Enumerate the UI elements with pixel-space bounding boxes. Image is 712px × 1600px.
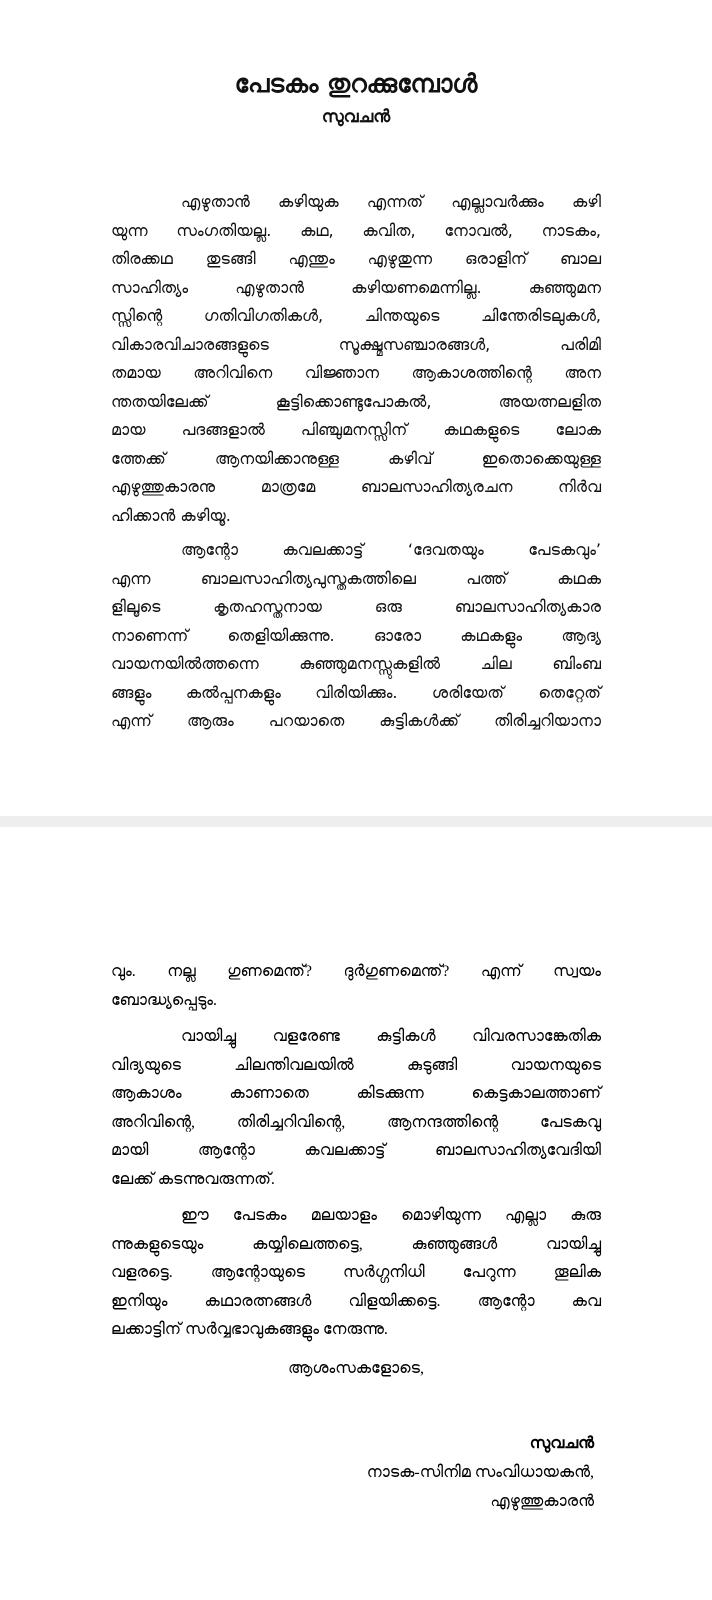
text-line: തിരക്കഥ തുടങ്ങി എന്തും എഴുതുന്ന ഒരാളിന് ബാല bbox=[111, 249, 601, 268]
text-line: ലേക്ക് കടന്നുവരുന്നത്. bbox=[111, 1170, 275, 1188]
page-separator bbox=[0, 816, 712, 827]
text-line: മായി ആന്റോ കവലക്കാട്ട് ബാലസാഹിത്യവേദിയി bbox=[111, 1142, 601, 1159]
text-line: ഇനിയും കഥാരത്നങ്ങൾ വിളയിക്കട്ടെ. ആന്റോ കവ bbox=[111, 1292, 601, 1310]
page-title: പേടകം തുറക്കുമ്പോൾ bbox=[234, 69, 478, 98]
text-line: യുന്ന സംഗതിയല്ല. കഥ, കവിത, നോവൽ, നാടകം, bbox=[111, 220, 601, 240]
text-line: സാഹിത്യം എഴുതാൻ കഴിയണമെന്നില്ല. കുഞ്ഞുമന bbox=[111, 277, 601, 297]
text-line: മായ പദങ്ങളാൽ പിഞ്ചുമനസ്സിന് കഥകളുടെ ലോക bbox=[111, 420, 601, 439]
signature-role: നാടക-സിനിമ സംവിധായകൻ, bbox=[366, 1464, 594, 1481]
closing-greeting: ആശംസകളോടെ, bbox=[288, 1360, 424, 1377]
text-line: എന്ന് ആരും പറയാതെ കുട്ടികൾക്ക് തിരിച്ചറിയാനാ bbox=[111, 711, 601, 730]
text-line: വിദ്യയുടെ ചിലന്തിവലയിൽ കുടുങ്ങി വായനയുടെ bbox=[111, 1056, 601, 1074]
text-line: വും. നല്ല ഗുണമെന്ത്? ദുർഗുണമെന്ത്? എന്ന് സ്വയം bbox=[111, 963, 601, 980]
signature-name: സുവചൻ bbox=[529, 1435, 594, 1452]
text-line: ലക്കാട്ടിന് സർവ്വഭാവുകങ്ങളും നേരുന്നു. bbox=[111, 1321, 388, 1338]
text-line: എന്ന ബാലസാഹിത്യപുസ്തകത്തിലെ പത്ത് കഥക bbox=[111, 568, 601, 588]
text-line: വായനയിൽത്തന്നെ കുഞ്ഞുമനസ്സുകളിൽ ചില ബിംബ bbox=[111, 654, 601, 673]
text-line: ഈ പേടകം മലയാളം മൊഴിയുന്ന എല്ലാ കുരു bbox=[181, 1207, 601, 1224]
text-line: ങ്ങളും കൽപ്പനകളും വിരിയിക്കും. ശരിയേത് തെറ്റേത് bbox=[111, 682, 601, 702]
text-line: എഴുത്തുകാരനു മാത്രമേ ബാലസാഹിത്യരചന നിർവ bbox=[111, 477, 601, 496]
text-line: വളരട്ടെ. ആന്റോയുടെ സർഗ്ഗനിധി പേറുന്ന തൂലിക bbox=[111, 1264, 601, 1281]
author-name: സുവചൻ bbox=[321, 107, 391, 127]
text-line: തമായ അറിവിനെ വിജ്ഞാന ആകാശത്തിന്റെ അന bbox=[111, 363, 601, 382]
text-line: എഴുതാൻ കഴിയുക എന്നത് എല്ലാവർക്കും കഴി bbox=[181, 192, 601, 211]
text-line: വായിച്ചു വളരേണ്ട കുട്ടികൾ വിവരസാങ്കേതിക bbox=[181, 1028, 601, 1045]
body-text-page-1 bbox=[111, 188, 601, 736]
text-line: അറിവിന്റെ, തിരിച്ചറിവിന്റെ, ആനന്ദത്തിന്റെ പേടകവു bbox=[111, 1113, 601, 1131]
text-line: ത്തേക്ക് ആനയിക്കാനുള്ള കഴിവ് ഇതൊക്കെയുള്ള bbox=[111, 448, 601, 468]
signature-role-2: എഴുത്തുകാരൻ bbox=[490, 1493, 594, 1510]
text-line: ആന്റോ കവലക്കാട്ട് ‘ദേവതയും പേടകവും’ bbox=[181, 540, 601, 559]
text-line: ബോദ്ധ്യപ്പെടും. bbox=[111, 991, 217, 1009]
text-line: ഹിക്കാൻ കഴിയൂ. bbox=[111, 505, 231, 525]
text-line: ന്തതയിലേക്ക് കൂട്ടിക്കൊണ്ടുപോകൽ, അയത്നലളിത bbox=[111, 391, 601, 411]
body-text-page-2 bbox=[111, 958, 601, 1345]
text-line: ന്നുകളുടെയും കയ്യിലെത്തട്ടെ, കുഞ്ഞുങ്ങൾ വായിച്ചു bbox=[111, 1235, 601, 1253]
text-line: നാണെന്ന് തെളിയിക്കുന്നു. ഓരോ കഥകളും ആദ്യ bbox=[111, 625, 601, 645]
text-line: ആകാശം കാണാതെ കിടക്കുന്ന കെട്ടകാലത്താണ് bbox=[111, 1085, 601, 1102]
text-line: ളിലൂടെ കൃതഹസ്തനായ ഒരു ബാലസാഹിത്യകാര bbox=[111, 597, 601, 616]
text-line: സ്സിന്റെ ഗതിവിഗതികൾ, ചിന്തയുടെ ചിന്തേരിടലുകൾ, bbox=[111, 306, 601, 325]
text-line: വികാരവിചാരങ്ങളുടെ സൂക്ഷ്മസഞ്ചാരങ്ങൾ, പരിമി bbox=[111, 334, 601, 354]
